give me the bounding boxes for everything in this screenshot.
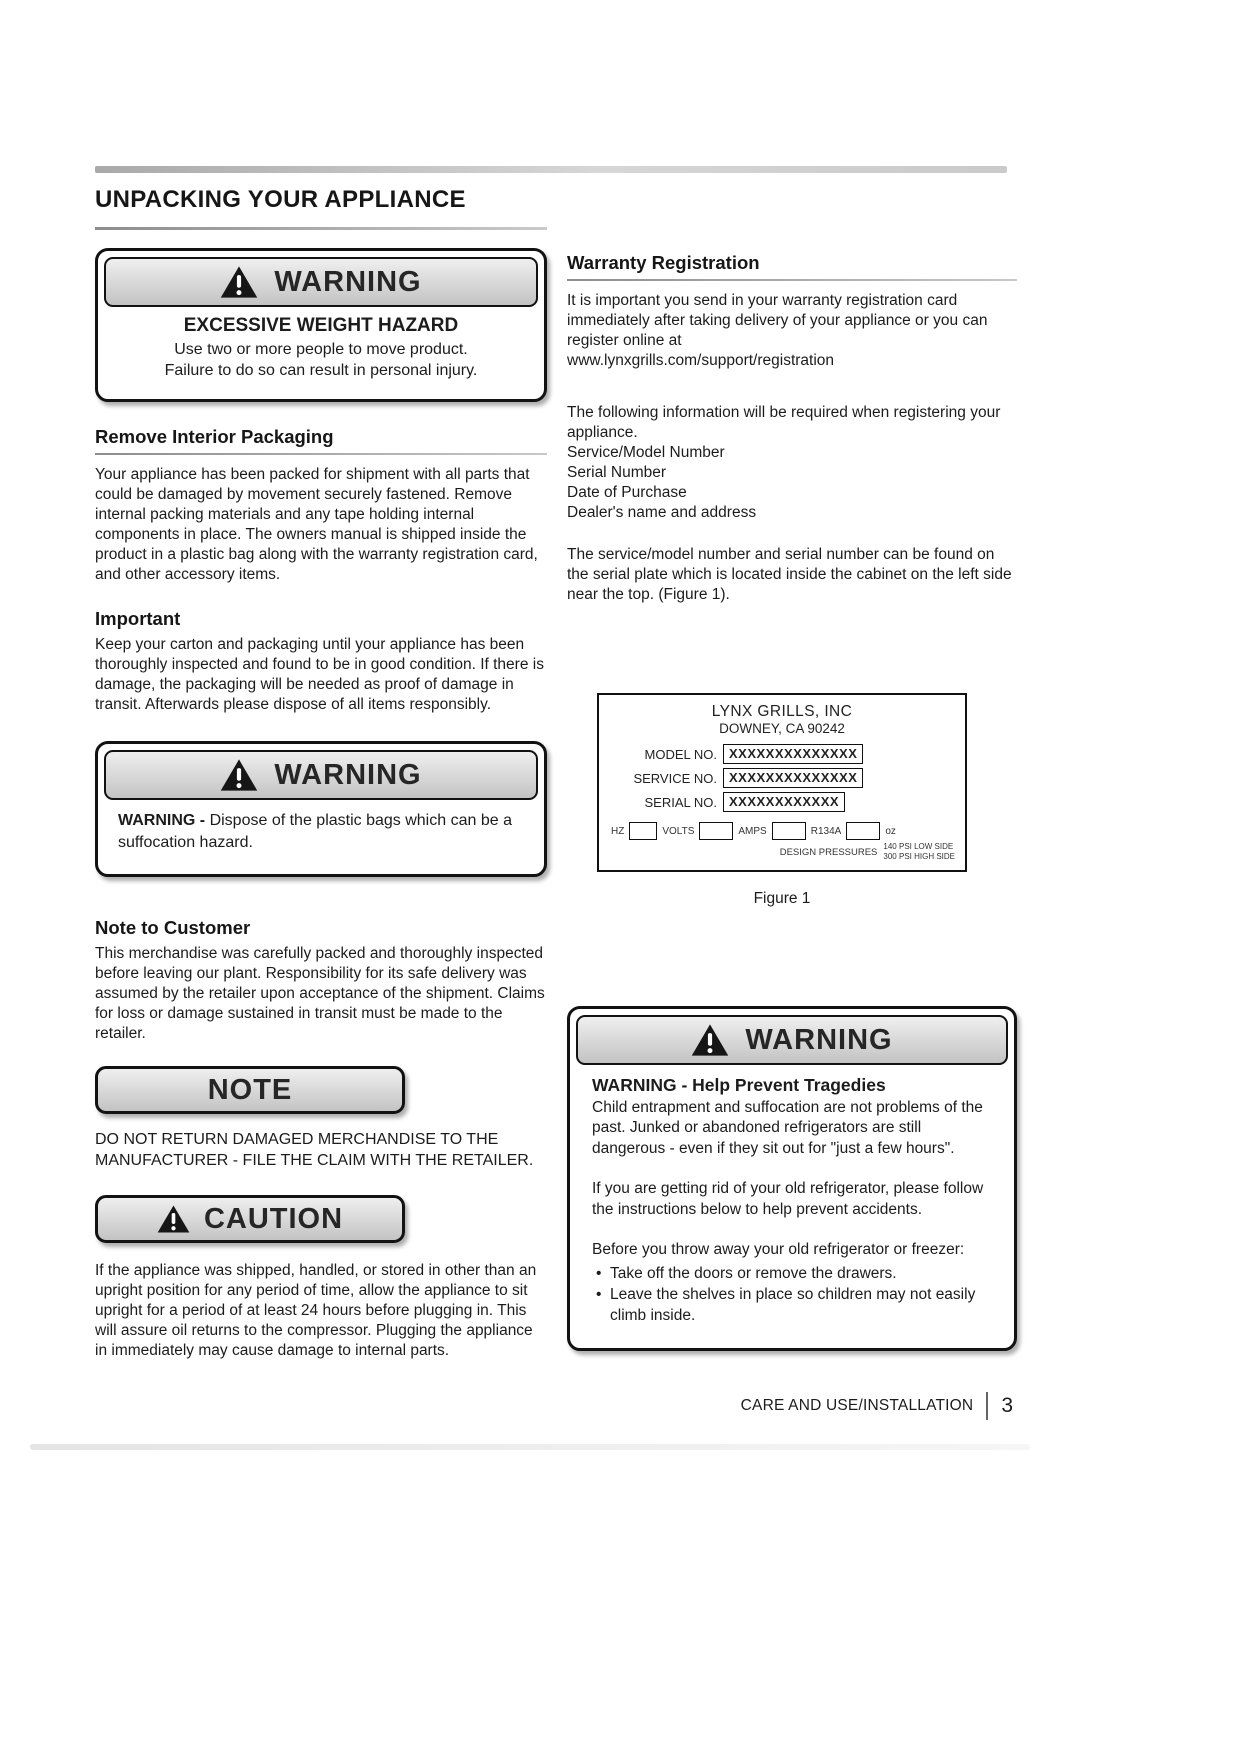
warning-paragraph: If you are getting rid of your old refrigerator, please follow the instructions below to help prevent accidents. <box>592 1180 984 1218</box>
service-no-value: XXXXXXXXXXXXXX <box>723 768 863 788</box>
footer-section-title: CARE AND USE/INSTALLATION <box>740 1397 974 1414</box>
section-divider <box>95 453 547 455</box>
warning-title: WARNING - Help Prevent Tragedies <box>592 1075 886 1095</box>
warning-box-prevent-tragedies <box>567 1006 1017 1351</box>
section-remove-interior-packaging <box>95 426 547 585</box>
amps-label: AMPS <box>738 825 767 837</box>
oz-label: oz <box>885 825 896 837</box>
volts-label: VOLTS <box>662 825 695 837</box>
left-column <box>95 248 547 1361</box>
footer-divider <box>986 1392 988 1420</box>
note-banner-label: NOTE <box>207 1073 293 1106</box>
warranty-intro-text: It is important you send in your warranty registration card immediately after taking delivery of your appliance or you can register online at <box>567 292 988 349</box>
serial-plate <box>597 693 967 872</box>
right-column <box>567 252 1017 1351</box>
warning-bullet: • Take off the doors or remove the drawers. <box>592 1263 992 1284</box>
warning-paragraph: Child entrapment and suffocation are not problems of the past. Junked or abandoned refrigerators are still dangerous - even if they sit out for "just a few hours". <box>592 1098 983 1157</box>
hazard-line-1: Use two or more people to move product. <box>174 341 468 358</box>
section-heading: Important <box>95 608 181 629</box>
section-important <box>95 608 547 715</box>
hz-value-box <box>629 822 657 840</box>
section-body: Keep your carton and packaging until your appliance has been thoroughly inspected and found to be in good condition. If there is damage, the packaging will be needed as proof of damage in transit. Afterwards please dispose of all items responsibly. <box>95 636 544 713</box>
amps-value-box <box>772 822 806 840</box>
warning-box-suffocation <box>95 741 547 877</box>
plate-address: DOWNEY, CA 90242 <box>719 721 845 736</box>
warning-triangle-icon <box>691 1023 729 1057</box>
design-pressures-label: DESIGN PRESSURES <box>779 846 878 858</box>
caution-banner <box>95 1195 405 1243</box>
warning-header-label: WARNING <box>745 1023 893 1056</box>
warning-header-label: WARNING <box>274 265 422 298</box>
caution-body: If the appliance was shipped, handled, or stored in other than an upright position for any period of time, allow the appliance to sit upright for a period of at least 24 hours before plugging in. This will assure oil returns to the compressor. Plugging the appliance in immediately may cause damage to internal parts. <box>95 1262 537 1359</box>
section-warranty-registration <box>567 252 1017 605</box>
warning-header-label: WARNING <box>274 758 422 791</box>
section-body: Your appliance has been packed for shipment with all parts that could be damaged by movement securely fastened. Remove internal packing materials and any tape holding internal components in place. The owners manual is shipped inside the product in a plastic bag along with the warranty registration card, and other accessory items. <box>95 466 538 583</box>
r134a-label: R134A <box>810 825 842 837</box>
plate-company-name: LYNX GRILLS, INC <box>711 703 853 720</box>
warning-box-header <box>104 257 538 307</box>
plate-row-service <box>609 768 955 788</box>
figure-caption: Figure 1 <box>753 890 811 907</box>
warning-triangle-icon <box>220 758 258 792</box>
warning-box-body <box>104 800 538 868</box>
serial-no-value: XXXXXXXXXXXX <box>723 792 845 812</box>
top-divider <box>95 166 1007 173</box>
section-note-to-customer <box>95 917 547 1044</box>
design-pressures-values <box>883 842 955 862</box>
hazard-line-2: Failure to do so can result in personal injury. <box>164 362 478 379</box>
plate-row-model <box>609 744 955 764</box>
volts-value-box <box>699 822 733 840</box>
warning-bullet: • Leave the shelves in place so children may not easily climb inside. <box>592 1284 992 1326</box>
section-heading: Warranty Registration <box>567 252 760 273</box>
plate-ratings-row <box>611 822 955 840</box>
section-heading: Note to Customer <box>95 917 251 938</box>
figure-serial-plate <box>597 693 967 908</box>
warning-box-header <box>104 750 538 800</box>
title-divider <box>95 227 547 230</box>
r134a-value-box <box>846 822 880 840</box>
note-banner <box>95 1066 405 1114</box>
plate-design-pressures <box>609 842 955 862</box>
warning-triangle-icon <box>220 265 258 299</box>
hz-label: HZ <box>611 825 625 837</box>
required-info-line: Serial Number <box>567 464 667 481</box>
required-info-line: Dealer's name and address <box>567 504 757 521</box>
serial-plate-location-text: The service/model number and serial number can be found on the serial plate which is located inside the cabinet on the left side near the top. (Figure 1). <box>567 546 1012 603</box>
page-title: UNPACKING YOUR APPLIANCE <box>95 186 466 213</box>
service-no-label: SERVICE NO. <box>633 770 717 786</box>
plate-row-serial <box>609 792 955 812</box>
model-no-label: MODEL NO. <box>644 746 717 762</box>
warning-triangle-icon <box>157 1204 190 1234</box>
hazard-title: EXCESSIVE WEIGHT HAZARD <box>183 315 459 336</box>
page-footer <box>741 1392 1013 1420</box>
warranty-required-info <box>567 403 1017 523</box>
pressure-high: 300 PSI HIGH SIDE <box>883 852 955 861</box>
warning-paragraph: Before you throw away your old refrigerator or freezer: <box>592 1241 965 1258</box>
warranty-paragraph-1 <box>567 291 1017 371</box>
registration-url: www.lynxgrills.com/support/registration <box>567 352 835 369</box>
footer-page-number: 3 <box>1001 1394 1013 1417</box>
warning-box-body <box>576 1065 1008 1342</box>
note-body: DO NOT RETURN DAMAGED MERCHANDISE TO THE MANUFACTURER - FILE THE CLAIM WITH THE RETAILER. <box>95 1131 534 1169</box>
section-body: This merchandise was carefully packed and thoroughly inspected before leaving our plant. Responsibility for its safe delivery was assumed by the retailer upon acceptance of the shipment. Claims for loss or damage sustained in transit must be made to the retailer. <box>95 945 545 1042</box>
warning-text: Dispose of the plastic bags which can be a suffocation hazard. <box>118 812 512 851</box>
pressure-low: 140 PSI LOW SIDE <box>883 842 954 851</box>
warning-box-header <box>576 1015 1008 1065</box>
model-no-value: XXXXXXXXXXXXXX <box>723 744 863 764</box>
required-info-intro: The following information will be required when registering your appliance. <box>567 404 1001 441</box>
required-info-line: Service/Model Number <box>567 444 725 461</box>
caution-banner-label: CAUTION <box>203 1202 344 1235</box>
warning-box-excessive-weight <box>95 248 547 402</box>
warning-box-body <box>104 307 538 393</box>
section-heading: Remove Interior Packaging <box>95 426 334 447</box>
serial-no-label: SERIAL NO. <box>644 794 717 810</box>
bottom-divider <box>30 1444 1030 1450</box>
required-info-line: Date of Purchase <box>567 484 687 501</box>
warning-bold-prefix: WARNING - <box>118 812 206 829</box>
warning-bullet-list <box>592 1263 992 1326</box>
section-divider <box>567 279 1017 281</box>
